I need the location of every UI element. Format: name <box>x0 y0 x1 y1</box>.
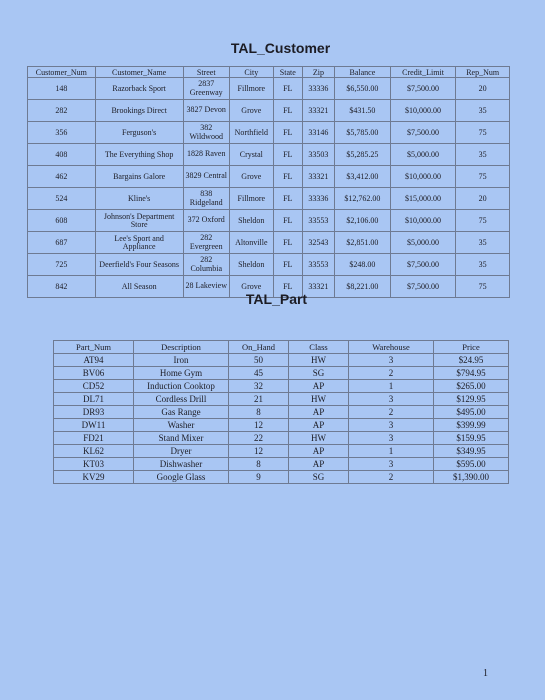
part-cell: Home Gym <box>134 367 229 380</box>
part-cell: $129.95 <box>434 393 509 406</box>
part-cell: 3 <box>349 432 434 445</box>
cust-cell: $2,851.00 <box>334 232 390 254</box>
part-table <box>53 340 509 484</box>
cust-cell: 382 Wildwood <box>183 122 229 144</box>
cust-cell: 35 <box>456 144 510 166</box>
cust-cell: Sheldon <box>229 210 273 232</box>
cust-cell: Fillmore <box>229 188 273 210</box>
part-cell: HW <box>289 432 349 445</box>
part-cell: Google Glass <box>134 471 229 484</box>
part-cell: HW <box>289 354 349 367</box>
cust-cell: $7,500.00 <box>390 122 455 144</box>
table-row <box>54 471 509 484</box>
part-cell: $595.00 <box>434 458 509 471</box>
table-row <box>28 144 510 166</box>
cust-cell: The Everything Shop <box>95 144 183 166</box>
cust-cell: Grove <box>229 276 273 298</box>
cust-cell: FL <box>273 78 302 100</box>
table-row <box>54 432 509 445</box>
cust-cell: FL <box>273 254 302 276</box>
cust-cell: All Season <box>95 276 183 298</box>
cust-cell: $248.00 <box>334 254 390 276</box>
part-header-cell: Warehouse <box>349 341 434 354</box>
part-cell: KV29 <box>54 471 134 484</box>
cust-cell: Grove <box>229 100 273 122</box>
part-cell: AP <box>289 458 349 471</box>
part-cell: SG <box>289 471 349 484</box>
cust-cell: 148 <box>28 78 96 100</box>
cust-cell: 33553 <box>302 254 334 276</box>
cust-cell: 282 Columbia <box>183 254 229 276</box>
cust-cell: 687 <box>28 232 96 254</box>
cust-header-cell: State <box>273 67 302 78</box>
cust-cell: 20 <box>456 188 510 210</box>
part-cell: KL62 <box>54 445 134 458</box>
cust-cell: Bargains Galore <box>95 166 183 188</box>
part-cell: 9 <box>229 471 289 484</box>
cust-cell: Johnson's Department Store <box>95 210 183 232</box>
cust-cell: $10,000.00 <box>390 100 455 122</box>
part-cell: Dishwasher <box>134 458 229 471</box>
table-row <box>54 419 509 432</box>
cust-cell: $5,785.00 <box>334 122 390 144</box>
cust-cell: FL <box>273 232 302 254</box>
cust-cell: 20 <box>456 78 510 100</box>
table-row <box>54 354 509 367</box>
cust-cell: 838 Ridgeland <box>183 188 229 210</box>
part-cell: 45 <box>229 367 289 380</box>
part-cell: AP <box>289 380 349 393</box>
part-header-cell: Part_Num <box>54 341 134 354</box>
cust-cell: 33321 <box>302 166 334 188</box>
part-cell: 3 <box>349 419 434 432</box>
table-row <box>28 210 510 232</box>
part-cell: AT94 <box>54 354 134 367</box>
part-cell: $265.00 <box>434 380 509 393</box>
part-cell: DW11 <box>54 419 134 432</box>
cust-cell: FL <box>273 188 302 210</box>
cust-cell: 3829 Central <box>183 166 229 188</box>
cust-cell: $12,762.00 <box>334 188 390 210</box>
cust-header-cell: Zip <box>302 67 334 78</box>
part-cell: 2 <box>349 406 434 419</box>
part-cell: Dryer <box>134 445 229 458</box>
part-cell: DL71 <box>54 393 134 406</box>
part-header-cell: On_Hand <box>229 341 289 354</box>
cust-cell: 3827 Devon <box>183 100 229 122</box>
cust-header-cell: Street <box>183 67 229 78</box>
part-cell: CD52 <box>54 380 134 393</box>
cust-cell: $5,000.00 <box>390 232 455 254</box>
page-number: 1 <box>483 668 488 679</box>
cust-cell: Fillmore <box>229 78 273 100</box>
table-row <box>28 232 510 254</box>
cust-cell: 282 <box>28 100 96 122</box>
cust-cell: $5,000.00 <box>390 144 455 166</box>
part-cell: $495.00 <box>434 406 509 419</box>
part-cell: BV06 <box>54 367 134 380</box>
cust-cell: FL <box>273 210 302 232</box>
cust-cell: 75 <box>456 122 510 144</box>
cust-cell: $10,000.00 <box>390 166 455 188</box>
part-cell: $399.99 <box>434 419 509 432</box>
cust-cell: 35 <box>456 100 510 122</box>
cust-header-cell: Rep_Num <box>456 67 510 78</box>
cust-cell: $7,500.00 <box>390 78 455 100</box>
part-cell: AP <box>289 406 349 419</box>
cust-cell: $7,500.00 <box>390 254 455 276</box>
cust-cell: 1828 Raven <box>183 144 229 166</box>
cust-cell: FL <box>273 166 302 188</box>
cust-cell: Deerfield's Four Seasons <box>95 254 183 276</box>
cust-cell: Razorback Sport <box>95 78 183 100</box>
cust-cell: $2,106.00 <box>334 210 390 232</box>
cust-header-cell: Customer_Name <box>95 67 183 78</box>
cust-cell: 32543 <box>302 232 334 254</box>
part-cell: 3 <box>349 354 434 367</box>
part-cell: 1 <box>349 380 434 393</box>
cust-cell: 33321 <box>302 100 334 122</box>
table-row <box>28 188 510 210</box>
table-row <box>54 380 509 393</box>
table-row <box>54 367 509 380</box>
cust-cell: 33336 <box>302 78 334 100</box>
cust-cell: FL <box>273 122 302 144</box>
part-cell: 2 <box>349 367 434 380</box>
cust-header-cell: Balance <box>334 67 390 78</box>
cust-cell: 408 <box>28 144 96 166</box>
cust-cell: $7,500.00 <box>390 276 455 298</box>
cust-cell: $6,550.00 <box>334 78 390 100</box>
part-cell: $24.95 <box>434 354 509 367</box>
cust-header-cell: Customer_Num <box>28 67 96 78</box>
cust-cell: Altonville <box>229 232 273 254</box>
table-row <box>28 122 510 144</box>
part-cell: 8 <box>229 458 289 471</box>
part-cell: 21 <box>229 393 289 406</box>
cust-cell: $3,412.00 <box>334 166 390 188</box>
part-cell: 8 <box>229 406 289 419</box>
part-cell: $794.95 <box>434 367 509 380</box>
part-cell: 3 <box>349 458 434 471</box>
cust-cell: 842 <box>28 276 96 298</box>
part-cell: KT03 <box>54 458 134 471</box>
part-cell: Iron <box>134 354 229 367</box>
table-row <box>54 406 509 419</box>
cust-cell: Lee's Sport and Appliance <box>95 232 183 254</box>
cust-cell: 75 <box>456 276 510 298</box>
part-cell: AP <box>289 419 349 432</box>
cust-cell: FL <box>273 100 302 122</box>
part-cell: 12 <box>229 419 289 432</box>
part-cell: $1,390.00 <box>434 471 509 484</box>
part-cell: 50 <box>229 354 289 367</box>
cust-cell: $10,000.00 <box>390 210 455 232</box>
part-cell: Cordless Drill <box>134 393 229 406</box>
part-header-cell: Price <box>434 341 509 354</box>
cust-cell: Brookings Direct <box>95 100 183 122</box>
part-header-row <box>54 341 509 354</box>
cust-cell: 524 <box>28 188 96 210</box>
table-row <box>28 254 510 276</box>
cust-cell: Kline's <box>95 188 183 210</box>
part-cell: AP <box>289 445 349 458</box>
cust-cell: FL <box>273 144 302 166</box>
cust-cell: $8,221.00 <box>334 276 390 298</box>
table-row <box>28 100 510 122</box>
cust-cell: 462 <box>28 166 96 188</box>
cust-cell: 28 Lakeview <box>183 276 229 298</box>
cust-cell: $431.50 <box>334 100 390 122</box>
part-cell: Induction Cooktop <box>134 380 229 393</box>
part-cell: 3 <box>349 393 434 406</box>
part-cell: Stand Mixer <box>134 432 229 445</box>
customer-header-row <box>28 67 510 78</box>
part-cell: Gas Range <box>134 406 229 419</box>
table-row <box>54 393 509 406</box>
part-cell: 12 <box>229 445 289 458</box>
cust-cell: $5,285.25 <box>334 144 390 166</box>
part-cell: 2 <box>349 471 434 484</box>
table-row <box>28 78 510 100</box>
cust-cell: 33321 <box>302 276 334 298</box>
cust-cell: 33503 <box>302 144 334 166</box>
cust-cell: 33336 <box>302 188 334 210</box>
cust-cell: 33146 <box>302 122 334 144</box>
cust-cell: 35 <box>456 254 510 276</box>
cust-cell: $15,000.00 <box>390 188 455 210</box>
cust-cell: 608 <box>28 210 96 232</box>
cust-cell: 75 <box>456 210 510 232</box>
part-cell: 22 <box>229 432 289 445</box>
part-header-cell: Class <box>289 341 349 354</box>
cust-cell: Sheldon <box>229 254 273 276</box>
table-row <box>54 445 509 458</box>
part-header-cell: Description <box>134 341 229 354</box>
cust-cell: 725 <box>28 254 96 276</box>
table-row <box>54 458 509 471</box>
part-cell: DR93 <box>54 406 134 419</box>
table-row <box>28 166 510 188</box>
cust-cell: 356 <box>28 122 96 144</box>
cust-cell: Ferguson's <box>95 122 183 144</box>
cust-cell: Northfield <box>229 122 273 144</box>
part-table-title: TAL_Part <box>245 291 308 307</box>
cust-cell: 33553 <box>302 210 334 232</box>
part-cell: HW <box>289 393 349 406</box>
cust-cell: 372 Oxford <box>183 210 229 232</box>
part-cell: 32 <box>229 380 289 393</box>
part-cell: SG <box>289 367 349 380</box>
cust-cell: 35 <box>456 232 510 254</box>
cust-header-cell: Credit_Limit <box>390 67 455 78</box>
part-cell: 1 <box>349 445 434 458</box>
part-cell: $349.95 <box>434 445 509 458</box>
cust-header-cell: City <box>229 67 273 78</box>
part-cell: Washer <box>134 419 229 432</box>
cust-cell: 2837 Greenway <box>183 78 229 100</box>
part-cell: FD21 <box>54 432 134 445</box>
cust-cell: 282 Evergreen <box>183 232 229 254</box>
cust-cell: Crystal <box>229 144 273 166</box>
cust-cell: FL <box>273 276 302 298</box>
customer-table <box>27 66 510 298</box>
cust-cell: Grove <box>229 166 273 188</box>
cust-cell: 75 <box>456 166 510 188</box>
part-cell: $159.95 <box>434 432 509 445</box>
customer-table-title: TAL_Customer <box>230 40 331 56</box>
